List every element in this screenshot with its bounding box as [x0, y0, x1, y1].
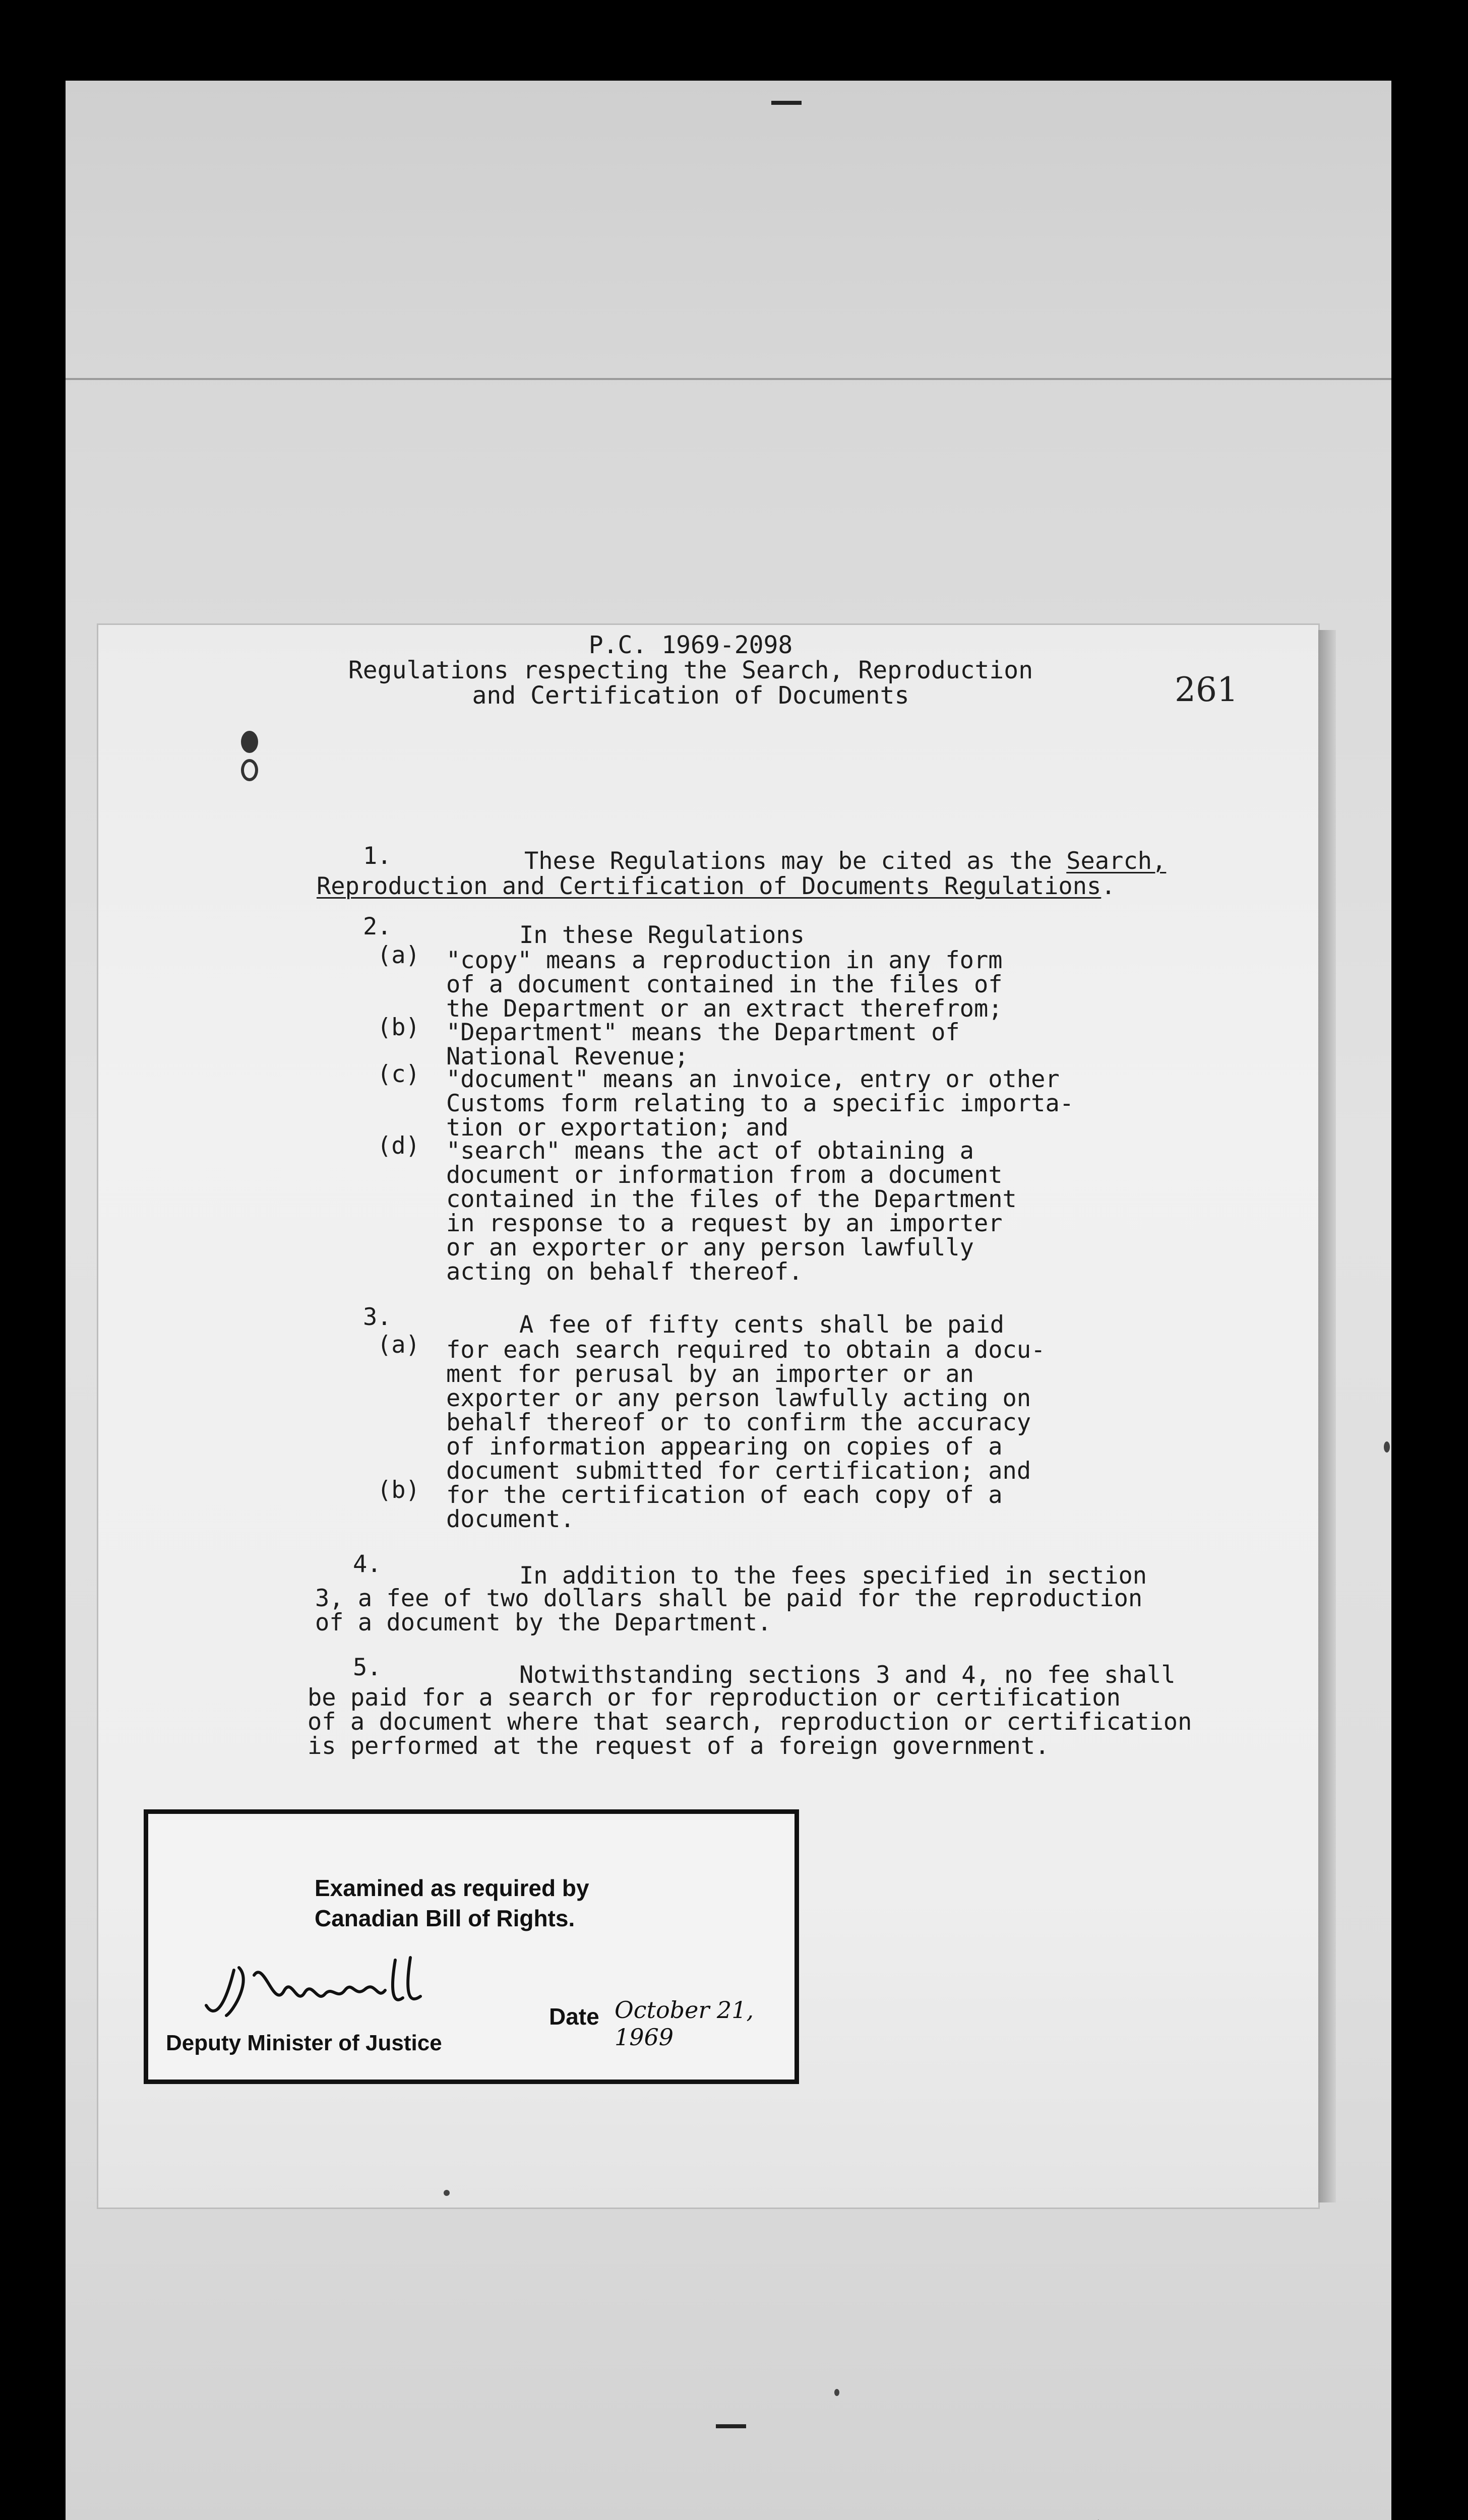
section-3-b-line-1: for the certification of each copy of a [446, 1481, 1003, 1509]
section-2-d-line-3: contained in the files of the Department [446, 1185, 1017, 1213]
regulations-short-title-part-1: Search, [1066, 847, 1167, 875]
frame-divider [66, 378, 1391, 380]
sheet-edge [1318, 630, 1336, 2202]
section-2-a-line-1: "copy" means a reproduction in any form [446, 947, 1003, 974]
section-3-b-line-2: document. [446, 1505, 575, 1533]
title-line-2: and Certification of Documents [472, 681, 909, 710]
section-2-c-line-2: Customs form relating to a specific importa- [446, 1090, 1074, 1117]
section-3-a-line-2: ment for perusal by an importer or an [446, 1360, 974, 1388]
section-4-number: 4. [353, 1550, 382, 1578]
section-3-a-line-1: for each search required to obtain a docu- [446, 1336, 1046, 1364]
section-2-c-line-3: tion or exportation; and [446, 1114, 789, 1142]
section-2-b-marker: (b) [377, 1014, 420, 1041]
document-header [313, 633, 1069, 708]
section-2-a-marker: (a) [377, 941, 420, 969]
section-2-a-line-3: the Department or an extract therefrom; [446, 995, 1003, 1023]
section-5-line-4: is performed at the request of a foreign government. [308, 1732, 1050, 1760]
section-3-a-marker: (a) [377, 1331, 420, 1359]
section-3-number: 3. [363, 1303, 392, 1331]
stamp-signatory-title: Deputy Minister of Justice [166, 2031, 442, 2055]
punch-hole-icon [241, 731, 256, 791]
section-5-line-2: be paid for a search or for reproduction or certification [308, 1684, 1121, 1712]
section-2-number: 2. [363, 913, 392, 940]
section-4-line-1: In addition to the fees specified in section [519, 1562, 1147, 1590]
section-2-d-line-2: document or information from a document [446, 1161, 1003, 1189]
section-5-number: 5. [353, 1654, 382, 1681]
stamp-line-2: Canadian Bill of Rights. [315, 1905, 575, 1931]
section-3-b-marker: (b) [377, 1476, 420, 1504]
section-2-d-line-6: acting on behalf thereof. [446, 1258, 803, 1286]
section-2-d-line-1: "search" means the act of obtaining a [446, 1137, 974, 1165]
section-2-d-line-5: or an exporter or any person lawfully [446, 1234, 974, 1262]
film-speck [834, 2389, 839, 2396]
section-3-a-line-5: of information appearing on copies of a [446, 1433, 1003, 1461]
section-3-a-line-6: document submitted for certification; and [446, 1457, 1031, 1485]
section-5-line-3: of a document where that search, reproduction or certification [308, 1708, 1192, 1736]
section-1-number: 1. [363, 842, 392, 870]
section-2-c-line-1: "document" means an invoice, entry or other [446, 1065, 1060, 1093]
section-2-d-line-4: in response to a request by an importer [446, 1210, 1003, 1237]
section-2-b-line-1: "Department" means the Department of [446, 1019, 960, 1046]
pc-number: P.C. 1969-2098 [588, 631, 793, 659]
section-2-a-line-2: of a document contained in the files of [446, 971, 1003, 998]
stamp-date-value: October 21, 1969 [615, 1996, 754, 2051]
section-3-a-line-3: exporter or any person lawfully acting on [446, 1384, 1031, 1412]
section-1-line-1: These Regulations may be cited as the Search, [524, 847, 1167, 875]
title-line-1: Regulations respecting the Search, Reproduction [348, 656, 1033, 684]
signature-icon [204, 1950, 436, 2026]
section-2-b-line-2: National Revenue; [446, 1043, 689, 1070]
section-2-c-marker: (c) [377, 1060, 420, 1088]
stamp-date-label: Date [549, 2003, 599, 2030]
section-2-d-marker: (d) [377, 1132, 420, 1160]
section-2-intro: In these Regulations [519, 921, 805, 949]
film-speck [1384, 1441, 1390, 1453]
frame-mark-middle [716, 2424, 746, 2428]
section-5-line-1: Notwithstanding sections 3 and 4, no fee shall [519, 1661, 1176, 1689]
film-scratch-icon [1089, 2515, 1159, 2520]
bill-of-rights-stamp [144, 1809, 799, 2084]
frame-mark-top [771, 101, 802, 105]
stamp-line-1: Examined as required by [315, 1875, 589, 1901]
section-4-line-2: 3, a fee of two dollars shall be paid for the reproduction [315, 1585, 1143, 1612]
section-3-a-line-4: behalf thereof or to confirm the accuracy [446, 1409, 1031, 1436]
section-3-intro: A fee of fifty cents shall be paid [519, 1311, 1005, 1339]
film-speck [444, 2190, 450, 2196]
page-number: 261 [1175, 670, 1238, 709]
regulations-short-title-part-2: Reproduction and Certification of Documents Regulations [317, 872, 1102, 900]
section-4-line-3: of a document by the Department. [315, 1609, 772, 1636]
section-1-line-2: Reproduction and Certification of Documents Regulations. [317, 872, 1116, 900]
